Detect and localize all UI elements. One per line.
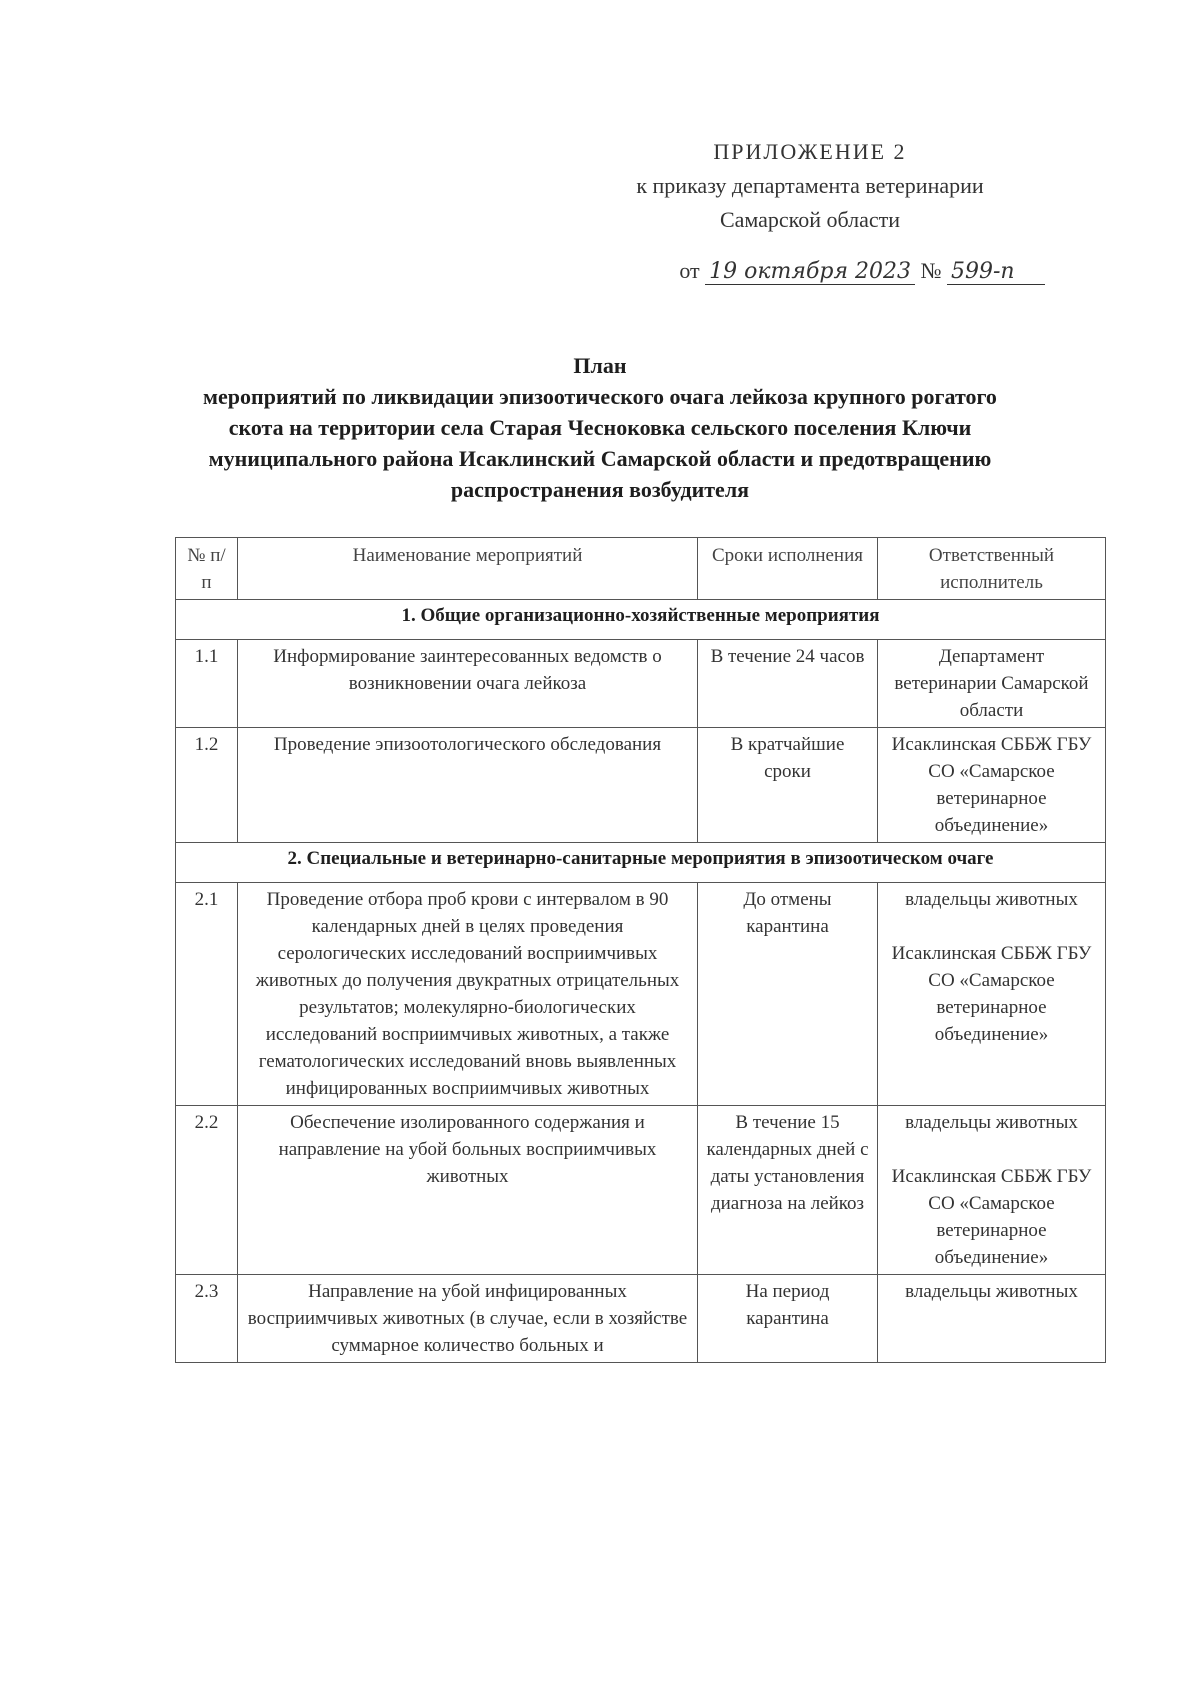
row-term: До отмены карантина [698,883,878,1106]
row-num: 2.2 [176,1106,238,1275]
row-term: В течение 24 часов [698,640,878,728]
row-term: На период карантина [698,1275,878,1363]
table-row [176,640,1106,728]
responsible-text: владельцы животных [905,889,1078,910]
row-responsible [878,1106,1106,1275]
table-row [176,1106,1106,1275]
header-name: Наименование мероприятий [238,538,698,600]
plan-title-description: мероприятий по ликвидации эпизоотического очага лейкоза крупного рогатого скота на территории села Старая Чесноковка сельского поселения Ключи муниципального района Исаклинский Самарской области и предотвращению распространения возбудителя [203,384,997,502]
responsible-text: Исаклинская СББЖ ГБУ СО «Самарское ветеринарное объединение» [891,734,1092,836]
plan-title-heading: План [573,353,627,378]
appendix-label: ПРИЛОЖЕНИЕ 2 [713,139,907,164]
appendix-subtitle-line: Самарской области [719,207,901,232]
responsible-text: Департамент ветеринарии Самарской области [894,646,1089,721]
order-prefix: от [679,258,700,283]
appendix-subtitle-line: к приказу департамента ветеринарии [636,173,984,198]
order-number-sign: № [920,258,942,283]
row-num: 1.1 [176,640,238,728]
row-term: В кратчайшие сроки [698,728,878,843]
header-num: № п/п [176,538,238,600]
plan-table [175,537,1106,1363]
table-header-row [176,538,1106,600]
order-date-handwritten: 19 октября 2023 [705,259,915,285]
appendix-header [580,135,1040,237]
header-term: Сроки исполнения [698,538,878,600]
order-number-handwritten: 599-п [947,259,1045,285]
responsible-text: Исаклинская СББЖ ГБУ СО «Самарское ветеринарное объединение» [891,1166,1092,1268]
responsible-text: владельцы животных [905,1281,1078,1302]
responsible-text: Исаклинская СББЖ ГБУ СО «Самарское ветеринарное объединение» [891,943,1092,1045]
responsible-text: владельцы животных [905,1112,1078,1133]
row-responsible [878,640,1106,728]
row-responsible [878,883,1106,1106]
row-name: Информирование заинтересованных ведомств о возникновении очага лейкоза [238,640,698,728]
row-num: 1.2 [176,728,238,843]
section-row [176,843,1106,883]
section-title: 2. Специальные и ветеринарно-санитарные мероприятия в эпизоотическом очаге [176,843,1106,883]
table-row [176,728,1106,843]
table-row [176,883,1106,1106]
order-reference [679,258,1045,285]
header-responsible: Ответственный исполнитель [878,538,1106,600]
section-title: 1. Общие организационно-хозяйственные мероприятия [176,600,1106,640]
table-row [176,1275,1106,1363]
row-name: Обеспечение изолированного содержания и направление на убой больных восприимчивых животных [238,1106,698,1275]
row-term: В течение 15 календарных дней с даты установления диагноза на лейкоз [698,1106,878,1275]
row-name: Проведение отбора проб крови с интервалом в 90 календарных дней в целях проведения серологических исследований восприимчивых животных до получения двукратных отрицательных результатов; молекулярно-биологических исследований восприимчивых животных, а также гематологических исследований вновь выявленных инфицированных восприимчивых животных [238,883,698,1106]
row-responsible [878,728,1106,843]
section-row [176,600,1106,640]
plan-title [200,350,1000,505]
row-name: Направление на убой инфицированных восприимчивых животных (в случае, если в хозяйстве суммарное количество больных и [238,1275,698,1363]
row-responsible [878,1275,1106,1363]
row-num: 2.1 [176,883,238,1106]
row-name: Проведение эпизоотологического обследования [238,728,698,843]
row-num: 2.3 [176,1275,238,1363]
